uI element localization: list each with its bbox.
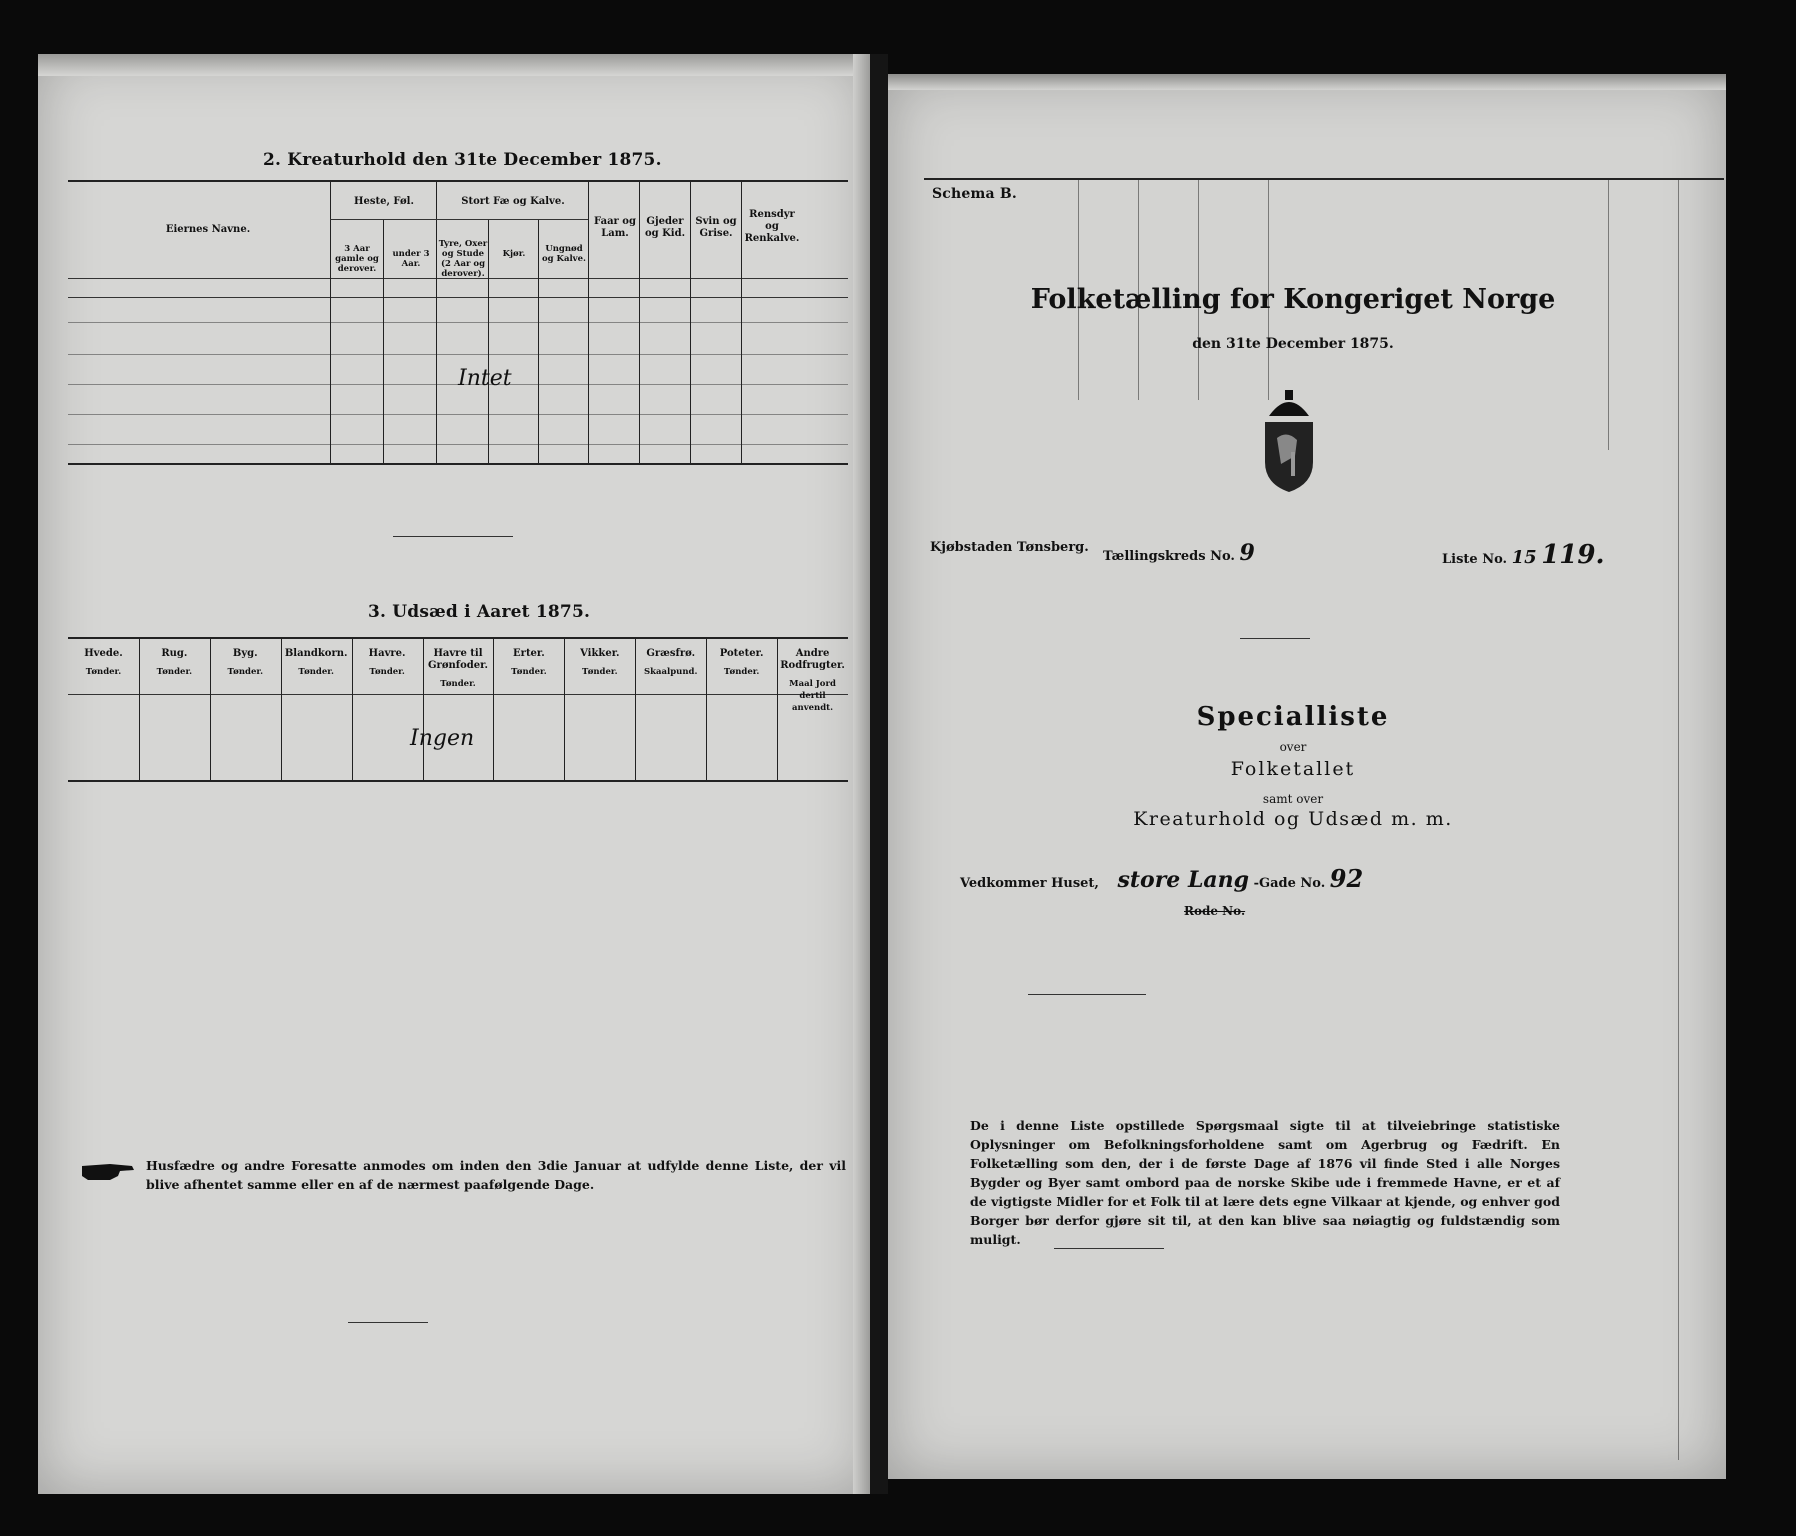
section2-title: 2. Kreaturhold den 31te December 1875. — [263, 150, 662, 170]
table-rule — [68, 180, 848, 182]
header-calves: Ungnød og Kalve. — [541, 244, 586, 264]
coat-of-arms-icon — [1251, 386, 1327, 496]
seed-header-name: Hvede. — [84, 648, 123, 659]
town-value: Tønsberg. — [1016, 540, 1089, 555]
list-extra: 119. — [1541, 540, 1605, 570]
seed-header-unit: Maal Jord dertil anvendt. — [789, 679, 836, 713]
page-edge — [888, 74, 1726, 90]
seed-header-unit: Tønder. — [440, 679, 476, 689]
right-page — [888, 74, 1726, 1479]
header-pigs: Svin og Grise. — [695, 216, 737, 239]
table-column-rule — [330, 181, 331, 463]
table-column-rule — [139, 638, 140, 780]
table-column-rule — [564, 638, 565, 780]
seed-header-name: Rug. — [161, 648, 188, 659]
table-column-rule — [777, 638, 778, 780]
folketallet-label: Folketallet — [1230, 758, 1356, 780]
table-rule — [68, 780, 848, 782]
seed-header-name: Poteter. — [719, 648, 764, 659]
gade-value: 92 — [1329, 864, 1364, 893]
notice-text: Husfædre og andre Foresatte anmodes om inden den 3die Januar at udfylde denne Liste, der vil blive afhentet samme eller en af de nærmest paafølgende Dage. — [146, 1158, 846, 1192]
header-cows: Kjør. — [502, 249, 526, 259]
seed-header-unit: Tønder. — [85, 667, 122, 677]
table-column-rule — [436, 181, 437, 463]
table-column-rule — [493, 638, 494, 780]
table-column-rule — [588, 181, 589, 463]
seed-header — [779, 648, 846, 714]
header-sheep: Faar og Lam. — [594, 216, 636, 239]
table-column-rule — [706, 638, 707, 780]
table-column-rule — [423, 638, 424, 780]
seed-header-name: Græsfrø. — [646, 648, 696, 659]
seed-header — [708, 648, 775, 678]
street-value: store Lang — [1117, 867, 1250, 893]
seed-header-name: Byg. — [232, 648, 258, 659]
seed-header-unit: Tønder. — [511, 667, 547, 677]
table-rule — [68, 637, 848, 639]
header-goats: Gjeder og Kid. — [644, 216, 686, 239]
district-value: 9 — [1239, 540, 1255, 566]
header-reindeer: Rensdyr og Renkalve. — [744, 209, 800, 244]
page-edge — [38, 54, 870, 76]
kreaturhold-label: Kreaturhold og Udsæd m. m. — [1133, 808, 1453, 830]
seed-header-name: Blandkorn. — [284, 648, 348, 659]
seed-header — [212, 648, 279, 678]
separator — [1054, 1248, 1164, 1249]
over-label: over — [1279, 740, 1307, 754]
house-field — [960, 864, 1363, 893]
gade-label: -Gade No. — [1253, 876, 1326, 891]
table-column-rule — [383, 219, 384, 463]
list-field — [1442, 540, 1605, 570]
seed-header-unit: Tønder. — [227, 667, 264, 677]
seed-header-name: Vikker. — [580, 648, 620, 659]
seed-header — [141, 648, 208, 678]
header-horses: Heste, Føl. — [354, 196, 414, 207]
show-through-rule — [1608, 180, 1609, 450]
header-horses-young: under 3 Aar. — [392, 249, 430, 269]
separator — [393, 536, 513, 537]
seed-header-unit: Tønder. — [369, 667, 405, 677]
house-label: Vedkommer Huset, — [960, 876, 1099, 891]
show-through-rule — [1678, 180, 1679, 1460]
town-field — [930, 540, 1089, 555]
section3-title: 3. Udsæd i Aaret 1875. — [368, 602, 591, 622]
table-column-rule — [538, 219, 539, 463]
pointing-hand-icon — [80, 1158, 136, 1184]
seed-header-name: Havre. — [368, 648, 406, 659]
seed-header — [354, 648, 421, 678]
seed-header — [70, 648, 137, 678]
separator — [348, 1322, 428, 1323]
schema-label: Schema B. — [932, 186, 1017, 202]
table-rule — [68, 463, 848, 465]
seed-header-unit: Tønder. — [298, 667, 334, 677]
seed-header-name: Andre Rodfrugter. — [780, 648, 845, 671]
table-rule — [68, 354, 848, 355]
left-page — [38, 54, 870, 1494]
header-bulls: Tyre, Oxer og Stude (2 Aar og derover). — [438, 239, 488, 279]
separator — [1240, 638, 1310, 639]
separator — [1028, 994, 1146, 995]
header-horses-old: 3 Aar gamle og derover. — [335, 244, 379, 274]
seed-header — [283, 648, 350, 678]
table-rule — [68, 297, 848, 298]
seed-header-unit: Tønder. — [582, 667, 618, 677]
table-rule — [924, 178, 1724, 180]
seed-header — [425, 648, 492, 690]
list-label: Liste No. — [1442, 552, 1508, 567]
seed-header — [495, 648, 562, 678]
page-gutter — [853, 54, 870, 1494]
table-column-rule — [352, 638, 353, 780]
samt-over-label: samt over — [1262, 792, 1324, 806]
table-column-rule — [635, 638, 636, 780]
header-owner: Eiernes Navne. — [165, 224, 251, 235]
seed-header — [637, 648, 704, 678]
table-column-rule — [690, 181, 691, 463]
table-column-rule — [210, 638, 211, 780]
explanatory-paragraph: De i denne Liste opstillede Spørgsmaal sigte til at tilveiebringe statistiske Oplysninger om Befolkningsforholdene samt om Agerbrug og Fædrift. En Folketælling som den, der i de første Dage af 1876 vil finde Sted i alle Norges Bygder og Byer samt ombord paa de norske Skibe ude i fremmede Havne, er et af de vigtigste Midler for et Folk til at lære dets egne Vilkaar at kjende, og enhver god Borger bør derfor gjøre sit til, at den kan blive saa nøiagtig og fuldstændig som muligt. — [970, 1118, 1560, 1247]
seed-header-unit: Tønder. — [156, 667, 193, 677]
town-label: Kjøbstaden — [930, 540, 1013, 555]
seed-header-name: Havre til Grønfoder. — [428, 648, 488, 671]
table-rule — [68, 444, 848, 445]
table-column-rule — [488, 219, 489, 463]
rode-label: Rode No. — [1184, 904, 1246, 918]
district-field — [1103, 540, 1255, 566]
handwritten-entry: Intet — [458, 366, 512, 391]
census-title: Folketælling for Kongeriget Norge — [1030, 284, 1556, 315]
district-label: Tællingskreds No. — [1103, 549, 1235, 564]
handwritten-entry: Ingen — [410, 726, 475, 751]
table-column-rule — [741, 181, 742, 463]
seed-header — [566, 648, 633, 678]
table-rule — [68, 694, 848, 695]
table-rule — [68, 414, 848, 415]
binding-gap — [870, 54, 888, 1494]
census-date: den 31te December 1875. — [1192, 336, 1394, 352]
special-list-title: Specialliste — [1196, 702, 1390, 732]
table-column-rule — [639, 181, 640, 463]
list-value: 15 — [1511, 547, 1537, 568]
seed-header-unit: Tønder. — [723, 667, 760, 677]
table-rule — [330, 219, 588, 220]
seed-header-name: Erter. — [513, 648, 545, 659]
header-cattle: Stort Fæ og Kalve. — [461, 196, 565, 207]
table-rule — [68, 322, 848, 323]
seed-header-unit: Skaalpund. — [643, 667, 698, 677]
table-column-rule — [281, 638, 282, 780]
